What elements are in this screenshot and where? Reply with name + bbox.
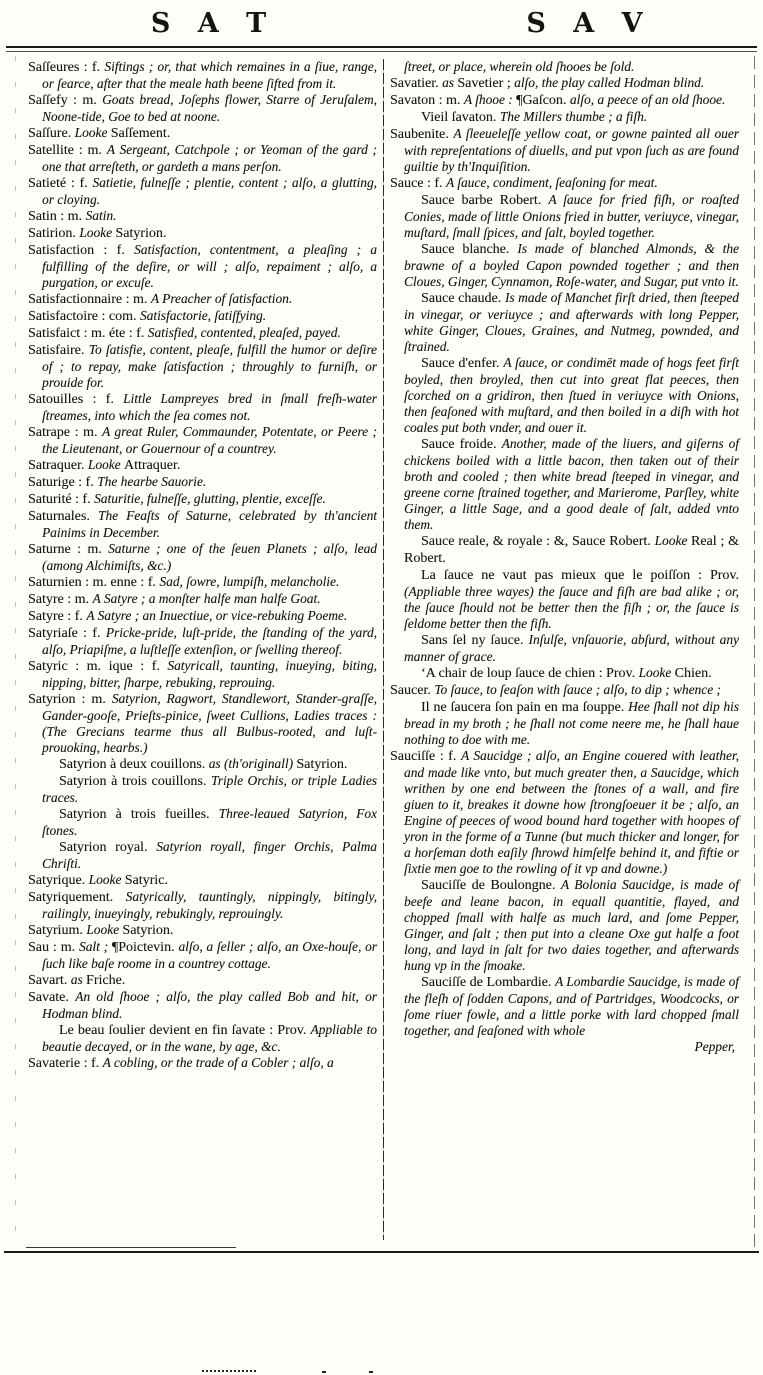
roman-text: Sauciſſe de Lombardie. (421, 975, 555, 990)
italic-gloss-text: as (70, 972, 87, 987)
roman-text: Saſſement. (110, 126, 171, 141)
dictionary-entry (28, 308, 377, 325)
roman-text: Sauciſſe : f. (390, 749, 461, 764)
roman-text: Savate. (28, 990, 76, 1005)
dictionary-entry (390, 290, 739, 355)
italic-gloss-text: To ſatisfie, content, pleaſe, fulfill the humor or deſire of ; to repay, make ſatisfaction ; throughly to furniſh, or prouide for. (42, 342, 378, 390)
roman-text: Satisfaict : m. éte : f. (28, 326, 148, 341)
italic-gloss-text: A Bolonia Saucidge, is made of beefe and leane bacon, in equall quantitie, flayed, and chopped ſmall with halfe as much lard, and ſome Pepper, Ginger, and ſalt ; then put into a cleane Oxe gut halfe a foot long, and layd in ſalt for two daies together, and afterwards hung vp in the ſmoake. (404, 877, 739, 973)
dictionary-entry (28, 457, 377, 474)
roman-text: ¶Poictevin. (111, 940, 179, 955)
roman-text: Attraquer. (123, 458, 181, 473)
left-edge-mark (15, 56, 16, 1248)
italic-gloss-text: Satyrion, Ragwort, Standlewort, Stander-graſſe, Gander-gooſe, Prieſts-pinice, ſweet Cullions, Ladies traces : (The Grecians tearme thus all Bulbus-rooted, and luſt-prouoking, hearbs.) (42, 691, 377, 755)
roman-text: Saturne : m. (28, 542, 109, 557)
italic-gloss-text: alſo, a peece of an old ſhooe. (569, 92, 726, 107)
italic-gloss-text: Saturitie, fulneſſe, glutting, plentie, exceſſe. (94, 491, 326, 506)
roman-text: Friche. (86, 973, 126, 988)
roman-text: Satirion. (28, 226, 80, 241)
roman-text: Satyrion à trois fueilles. (59, 807, 219, 822)
italic-gloss-text: A great Ruler, Commaunder, Potentate, or Peere ; the Lieutenant, or Gouernour of a countrey. (42, 424, 377, 456)
roman-text: Saubenite. (390, 127, 454, 142)
dictionary-entry (28, 773, 377, 806)
roman-text: Satyrion à deux couillons. (59, 757, 209, 772)
dictionary-entry (390, 75, 739, 92)
right-edge-mark (754, 56, 755, 1248)
dictionary-entry (28, 225, 377, 242)
dictionary-entry (28, 508, 377, 541)
running-head (0, 0, 763, 46)
italic-gloss-text: as (th'originall) (208, 756, 297, 771)
italic-gloss-text: A Satyre ; a monſter halfe man halfe Goat. (92, 591, 321, 606)
italic-gloss-text: Saturne ; one of the ſeuen Planets ; alſo, lead (among Alchimiſts, &c.) (42, 541, 377, 573)
italic-gloss-text: Pepper, (694, 1039, 735, 1054)
italic-gloss-text: Satietie, fulneſſe ; plentie, content ; alſo, a glutting, or cloying. (42, 175, 377, 207)
italic-gloss-text: A Sergeant, Catchpole ; or Yeoman of the gard ; one that arreſteth, or gardeth a mans perſon. (42, 142, 378, 174)
roman-text: Savaterie : f. (28, 1056, 103, 1071)
italic-gloss-text: A ſleeueleſſe yellow coat, or gowne painted all ouer with repreſentations of diuells, and put vpon ſuch as are found guiltie by th'Inquiſition. (404, 126, 739, 174)
italic-gloss-text: The Millers thumbe ; a fiſh. (499, 109, 648, 124)
dictionary-entry (390, 192, 739, 241)
page-header-left: S A T (150, 8, 276, 39)
dictionary-entry (28, 208, 377, 225)
roman-text: Sauce d'enfer. (421, 356, 504, 371)
dictionary-entry (390, 241, 739, 290)
italic-gloss-text: Three-leaued Satyrion, Fox ſtones. (42, 806, 377, 838)
dictionary-entry (28, 424, 377, 457)
dictionary-entry (390, 974, 739, 1039)
dictionary-entry (28, 1022, 377, 1055)
right-column (390, 59, 739, 1244)
italic-gloss-text: Hee ſhall not dip his bread in my broth ; he ſhall not come neere me, he ſhall haue nothing to doe with me. (404, 699, 739, 747)
dictionary-entry (28, 756, 377, 773)
roman-text: Savatier. (390, 76, 443, 91)
roman-text: Satyrion. (115, 226, 167, 241)
italic-gloss-text: To ſauce, to ſeaſon with ſauce ; alſo, to dip ; whence ; (434, 682, 721, 697)
italic-gloss-text: Satisfactorie, ſatiſfying. (139, 308, 267, 323)
roman-text: Saturnales. (28, 509, 98, 524)
italic-gloss-text: ſtreet, or place, wherein old ſhooes be ſold. (404, 59, 635, 74)
italic-gloss-text: A ſauce for fried fiſh, or roaſted Conies, made of little Onions fried in butter, veriuyce, vinegar, muſtard, ſmall ſpices, and ſalt, boyled together. (404, 192, 740, 240)
roman-text: Sauce froide. (421, 437, 502, 452)
roman-text: Sans ſel ny ſauce. (421, 633, 529, 648)
dictionary-entry (390, 436, 739, 533)
roman-text: Satyre : f. (28, 609, 87, 624)
roman-text: Satyrion. (296, 757, 348, 772)
roman-text: Satyrion royal. (59, 840, 157, 855)
roman-text: Saſſeures : f. (28, 60, 105, 75)
roman-text: Satisfaire. (28, 343, 89, 358)
italic-gloss-text: as (442, 75, 458, 90)
italic-gloss-text: The hearbe Sauorie. (97, 474, 207, 489)
roman-text: Satyriquement. (28, 890, 126, 905)
dictionary-entry (28, 972, 377, 989)
bottom-rule (4, 1251, 759, 1253)
roman-text: Sauce blanche. (421, 242, 518, 257)
italic-gloss-text: Looke (87, 457, 124, 472)
roman-text: Satieté : f. (28, 176, 93, 191)
roman-text: Satisfactionnaire : m. (28, 292, 151, 307)
dictionary-entry (28, 889, 377, 922)
scan-artifact-dot (322, 1371, 326, 1373)
scan-artifact-line (202, 1370, 256, 1372)
italic-gloss-text: Satisfied, contented, pleaſed, payed. (147, 325, 341, 340)
roman-text: Saturige : f. (28, 475, 98, 490)
italic-gloss-text: Looke (86, 922, 123, 937)
italic-gloss-text: A Saucidge ; alſo, an Engine couered with leather, and made like vnto, but much greater then, a Saucidge, which writhen by one end between the ſtones of a wall, and fire giuen to it, breakes it downe how ſtrongſoeuer it be ; alſo, an Engine of peeces of wood bound hard together with hoopes of yron in the forme of a Tunne (but much thicker and longer, for a horſeman doth eaſily ſhrowd himſelfe behind it, and fiftie or ſixtie men goe to the rowling of it vp and downe.) (404, 748, 739, 876)
roman-text: Saucer. (390, 683, 435, 698)
dictionary-entry (28, 658, 377, 691)
dictionary-entry (28, 175, 377, 208)
italic-gloss-text: A ſauce, or condimēt made of hogs feet firſt boyled, then broyled, then cut into great flat peeces, then ſcorched on a gridiron, then ſtued in veriuyce with Onions, then ſeaſoned with muſtard, and then boiled in a diſh with hot coales put both vnder, and ouer it. (404, 355, 739, 435)
roman-text: ‘A chair de loup ſauce de chien : Prov. (421, 666, 639, 681)
dictionary-entry (28, 242, 377, 291)
column-divider-rule (383, 59, 384, 1240)
italic-gloss-text: Looke (88, 872, 125, 887)
dictionary-entry (28, 342, 377, 391)
roman-text: Saſſure. (28, 126, 75, 141)
italic-gloss-text: Satyrion royall, finger Orchis, Palma Chriſti. (42, 839, 377, 871)
italic-gloss-text: Satyricall, taunting, inueying, biting, nipping, bitter, ſharpe, rebuking, reprouing. (42, 658, 378, 690)
dictionary-entry (390, 92, 739, 109)
dictionary-entry (390, 567, 739, 632)
italic-gloss-text: A ſhooe : (463, 92, 517, 107)
roman-text: Satyrium. (28, 923, 87, 938)
dictionary-entry (390, 682, 739, 699)
dictionary-entry (390, 632, 739, 665)
scan-artifact-dot (369, 1371, 373, 1373)
roman-text: La ſauce ne vaut pas mieux que le poiſſon : Prov. (421, 568, 739, 583)
italic-gloss-text: Another, made of the liuers, and giſerns of chickens boiled with a little bacon, then taken out of their broth and cooled ; then white bread ſteeped in vinegar, and greene corne ſtrained together, and Marierome, Parſley, white Ginger, a little Sage, and a good deale of ſalt, added vnto them. (404, 436, 740, 532)
italic-gloss-text: alſo, a ſeller ; alſo, an Oxe-houſe, or ſuch like baſe roome in a countrey cottage. (42, 939, 377, 971)
roman-text: Satrape : m. (28, 425, 103, 440)
dictionary-entry (28, 291, 377, 308)
italic-gloss-text: Looke (654, 533, 691, 548)
roman-text: Savetier ; (457, 76, 515, 91)
italic-gloss-text: Is made of blanched Almonds, & the brawne of a boyled Capon pownded together ; and then Cloues, Ginger, Cynnamon, Roſe-water, and Sugar, put vnto it. (404, 241, 739, 289)
roman-text: Saſſefy : m. (28, 93, 103, 108)
roman-text: Sau : m. (28, 940, 80, 955)
dictionary-entry (28, 625, 377, 658)
dictionary-entry (28, 989, 377, 1022)
italic-gloss-text: Looke (79, 225, 116, 240)
roman-text: Satouilles : f. (28, 392, 124, 407)
roman-text: Satyrion : m. (28, 692, 112, 707)
italic-gloss-text: Goats bread, Joſephs flower, Starre of Jeruſalem, Noone-tide, Goe to bed at noone. (42, 92, 377, 124)
italic-gloss-text: Appliable to beautie decayed, or in the wane, by age, &c. (42, 1022, 377, 1054)
roman-text: Sauce reale, & royale : &, Sauce Robert. (421, 534, 655, 549)
roman-text: Satyric : m. ique : f. (28, 659, 168, 674)
roman-text: Satyre : m. (28, 592, 93, 607)
dictionary-entry (28, 922, 377, 939)
roman-text: Sauce chaude. (421, 291, 505, 306)
dictionary-entry (28, 608, 377, 625)
roman-text: Il ne ſaucera ſon pain en ma ſouppe. (421, 700, 629, 715)
dictionary-entry (390, 175, 739, 192)
italic-gloss-text: A Satyre ; an Inuectiue, or vice-rebuking Poeme. (86, 608, 348, 623)
italic-gloss-text: Pricke-pride, luſt-pride, the ſtanding of the yard, alſo, Priapiſme, a luſtleſſe extenſion, or ſwelling thereof. (42, 625, 377, 657)
dictionary-entry (28, 142, 377, 175)
roman-text: ¶Gaſcon. (516, 93, 570, 108)
dictionary-entry (390, 126, 739, 175)
roman-text: Satellite : m. (28, 143, 107, 158)
dictionary-entry (28, 939, 377, 972)
dictionary-entry (390, 699, 739, 748)
dictionary-entry (28, 839, 377, 872)
italic-gloss-text: alſo, the play called Hodman blind. (514, 75, 705, 90)
italic-gloss-text: A cobling, or the trade of a Cobler ; alſo, a (102, 1055, 334, 1070)
italic-gloss-text: (Appliable three wayes) the ſauce and fiſh are bad alike ; or, the ſauce ſhould not be better then the fiſh ; or, the ſauce is ſeldome better then the fiſh. (404, 584, 739, 631)
italic-gloss-text: Little Lampreyes bred in ſmall freſh-water ſtreames, into which the ſea comes not. (42, 391, 377, 423)
italic-gloss-text: The Feaſts of Saturne, celebrated by th'ancient Painims in December. (42, 508, 377, 540)
roman-text: Chien. (674, 666, 712, 681)
roman-text: Satin : m. (28, 209, 86, 224)
dictionary-entry (28, 92, 377, 125)
dictionary-entry (28, 541, 377, 574)
roman-text: Le beau ſoulier devient en fin ſavate : Prov. (59, 1023, 311, 1038)
roman-text: Savaton : m. (390, 93, 464, 108)
dictionary-entry (28, 59, 377, 92)
italic-gloss-text: A Preacher of ſatisfaction. (150, 291, 293, 306)
page-header-right: S A V (526, 8, 652, 39)
roman-text: Vieil ſavaton. (421, 110, 500, 125)
italic-gloss-text: Looke (638, 665, 675, 680)
roman-text: Satyric. (124, 873, 168, 888)
dictionary-entry (28, 491, 377, 508)
italic-gloss-text: Sad, ſowre, lumpiſh, melancholie. (159, 574, 340, 589)
left-column (28, 59, 377, 1244)
dictionary-entry (28, 574, 377, 591)
dictionary-entry (28, 474, 377, 491)
roman-text: Sauce barbe Robert. (421, 193, 549, 208)
dictionary-entry (390, 877, 739, 974)
dictionary-entry (28, 391, 377, 424)
roman-text: Savart. (28, 973, 71, 988)
italic-gloss-text: Satin. (85, 208, 117, 223)
roman-text: Satraquer. (28, 458, 88, 473)
catchword (390, 1039, 739, 1055)
roman-text: Satyriaſe : f. (28, 626, 106, 641)
bottom-rule-thin (26, 1247, 236, 1248)
roman-text: Saturnien : m. enne : f. (28, 575, 160, 590)
italic-gloss-text: An old ſhooe ; alſo, the play called Bob and hit, or Hodman blind. (42, 989, 377, 1021)
dictionary-entry (28, 125, 377, 142)
dictionary-entry (390, 109, 739, 126)
dictionary-entry (28, 691, 377, 756)
roman-text: Satyrion à trois couillons. (59, 774, 212, 789)
roman-text: Satyrique. (28, 873, 89, 888)
italic-gloss-text: Siftings ; or, that which remaines in a ſiue, range, or ſearce, after that the meale hath beene ſifted from it. (42, 59, 377, 91)
roman-text: Satisfaction : f. (28, 243, 135, 258)
dictionary-entry (28, 806, 377, 839)
dictionary-entry (390, 355, 739, 436)
roman-text: Satyrion. (122, 923, 174, 938)
italic-gloss-text: Satyrically, tauntingly, nippingly, bitingly, railingly, inueyingly, rebukingly, reprouingly. (42, 889, 377, 921)
roman-text: Satisfactoire : com. (28, 309, 140, 324)
roman-text: Saturité : f. (28, 492, 95, 507)
dictionary-entry (28, 1055, 377, 1072)
roman-text: Sauce : f. (390, 176, 446, 191)
dictionary-entry (390, 533, 739, 567)
text-block (0, 52, 763, 1244)
italic-gloss-text: Inſulſe, vnſauorie, abſurd, without any manner of grace. (404, 632, 739, 664)
dictionary-entry (28, 325, 377, 342)
dictionary-entry (390, 665, 739, 682)
italic-gloss-text: Is made of Manchet firſt dried, then ſteeped in vinegar, or veriuyce ; and afterwards with long Pepper, white Ginger, Cloues, Graines, and Nutmeg, pownded, and ſtrained. (404, 290, 739, 354)
italic-gloss-text: Triple Orchis, or triple Ladies traces. (42, 773, 377, 805)
italic-gloss-text: A Lombardie Saucidge, is made of the fleſh of ſodden Capons, and of Partridges, Woodcocks, or ſome riuer fowle, and a little porke with lard chopped ſmall together, and ſeaſoned with whole (404, 974, 739, 1038)
italic-gloss-text: Looke (74, 125, 111, 140)
roman-text: Real ; & Robert. (404, 534, 739, 566)
italic-gloss-text: Satisfaction, contentment, a pleaſing ; a fulfilling of the deſire, or will ; alſo, repaiment ; alſo, a purgation, or excuſe. (42, 242, 377, 290)
roman-text: Sauciſſe de Boulongne. (421, 878, 561, 893)
italic-gloss-text: Salt ; (79, 939, 112, 954)
dictionary-entry (390, 748, 739, 877)
dictionary-entry (390, 59, 739, 75)
italic-gloss-text: A ſauce, condiment, ſeaſoning for meat. (445, 175, 658, 190)
dictionary-entry (28, 872, 377, 889)
dictionary-entry (28, 591, 377, 608)
